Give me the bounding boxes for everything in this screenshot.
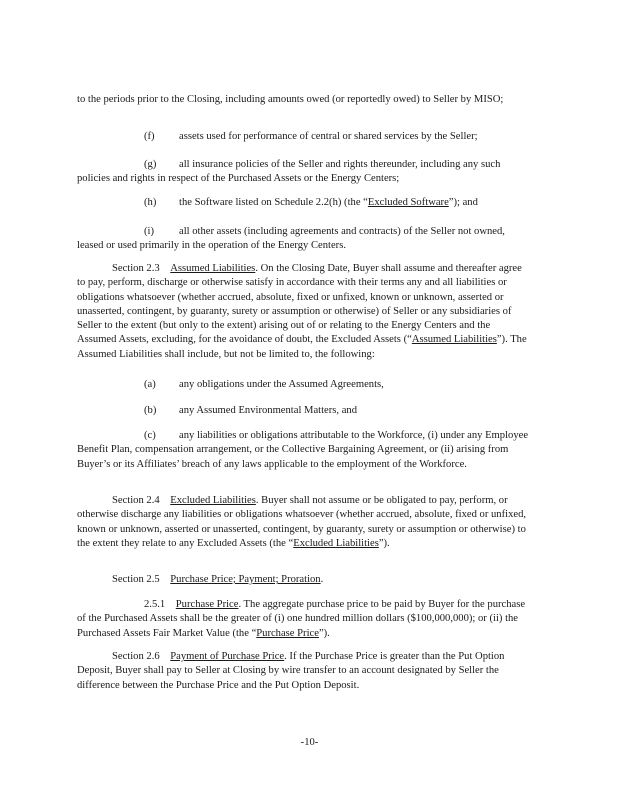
list-item-a <box>77 378 529 392</box>
list-item-h <box>77 196 529 210</box>
section-title: Purchase Price <box>175 599 239 610</box>
item-text: any Assumed Environmental Matters, and <box>179 405 357 416</box>
section-title: Payment of Purchase Price <box>170 651 285 662</box>
item-text: the Software listed on Schedule 2.2(h) (the “ <box>179 197 368 208</box>
item-label: (c) <box>144 430 156 441</box>
section-number: Section 2.4 <box>112 495 160 506</box>
section-2-3 <box>77 262 529 362</box>
section-text-end: ”). <box>318 627 330 639</box>
section-title: Assumed Liabilities <box>170 263 256 274</box>
section-text: . The aggregate purchase price to be paid by Buyer for the purchase of the Purchased Assets shall be the greater of (i) one hundred million dollars ($100,000,000); or (ii) the Purchased Assets Fair Market Value (the “ <box>77 599 526 639</box>
section-number: 2.5.1 <box>144 599 166 610</box>
list-item-b <box>77 404 529 418</box>
section-2-6 <box>77 650 529 693</box>
section-text: . If the Purchase Price is greater than the Put Option Deposit, Buyer shall pay to Seller at Closing by wire transfer to an account designated by Seller the difference between the Purchase Price and the Put Option Deposit. <box>77 651 505 691</box>
item-text: any obligations under the Assumed Agreements, <box>179 379 384 390</box>
list-item-i <box>77 225 529 254</box>
section-title: Purchase Price; Payment; Proration <box>170 574 321 585</box>
item-label: (i) <box>144 226 154 237</box>
item-label: (a) <box>144 379 156 390</box>
section-text-end: ”). <box>378 537 390 549</box>
section-text: . On the Closing Date, Buyer shall assume and thereafter agree to pay, perform, discharge or otherwise satisfy in accordance with their terms any and all liabilities or obligations whatsoever (whether accrued, absolute, fixed or unfixed, known or unknown, asserted or unasserted, contingent, by guaranty, surety or assumption or otherwise) of Seller or any subsidiaries of Seller to the extent (but only to the extent) arising out of or relating to the Energy Centers and the Assumed Assets, excluding, for the avoidance of doubt, the Excluded Assets (“ <box>77 263 522 346</box>
section-number: Section 2.3 <box>112 263 160 274</box>
defined-term: Excluded Liabilities <box>293 537 379 549</box>
item-text-end: ”); and <box>448 197 478 208</box>
section-number: Section 2.5 <box>112 574 160 585</box>
section-2-5 <box>77 573 529 587</box>
continuation-paragraph: to the periods prior to the Closing, including amounts owed (or reportedly owed) to Seller by MISO; <box>77 94 504 105</box>
item-label: (b) <box>144 405 157 416</box>
section-2-4 <box>77 494 529 551</box>
section-text-end: ”). The Assumed Liabilities shall include, but not be limited to, the following: <box>77 334 527 360</box>
item-label: (f) <box>144 131 155 142</box>
item-label: (h) <box>144 197 157 208</box>
item-text: assets used for performance of central or shared services by the Seller; <box>179 131 478 142</box>
list-item-f <box>77 130 529 144</box>
list-item-c <box>77 429 529 472</box>
item-text: any liabilities or obligations attributable to the Workforce, (i) under any Employee Benefit Plan, compensation arrangement, or the Collective Bargaining Agreement, or (ii) arising from Buyer’s or its Affiliates’ breach of any laws applicable to the employment of the Workforce. <box>77 430 529 470</box>
item-text: all other assets (including agreements and contracts) of the Seller not owned, leased or used primarily in the operation of the Energy Centers. <box>77 226 505 252</box>
section-text-end: . <box>320 574 324 585</box>
section-title: Excluded Liabilities <box>170 495 256 506</box>
defined-term: Purchase Price <box>256 627 319 639</box>
defined-term: Excluded Software <box>367 197 449 208</box>
section-2-5-1 <box>77 598 529 641</box>
item-text: all insurance policies of the Seller and rights thereunder, including any such policies and rights in respect of the Purchased Assets or the Energy Centers; <box>77 159 501 185</box>
section-number: Section 2.6 <box>112 651 160 662</box>
defined-term: Assumed Liabilities <box>411 334 497 346</box>
page-number: -10- <box>300 737 319 748</box>
section-text: . Buyer shall not assume or be obligated to pay, perform, or otherwise discharge any liabilities or obligations whatsoever (whether accrued, absolute, fixed or unfixed, known or unknown, asserted or unasserted, contingent, by guaranty, surety or assumption or otherwise) to the extent they relate to any Excluded Assets (the “ <box>77 495 527 549</box>
list-item-g <box>77 158 529 187</box>
item-label: (g) <box>144 159 157 170</box>
